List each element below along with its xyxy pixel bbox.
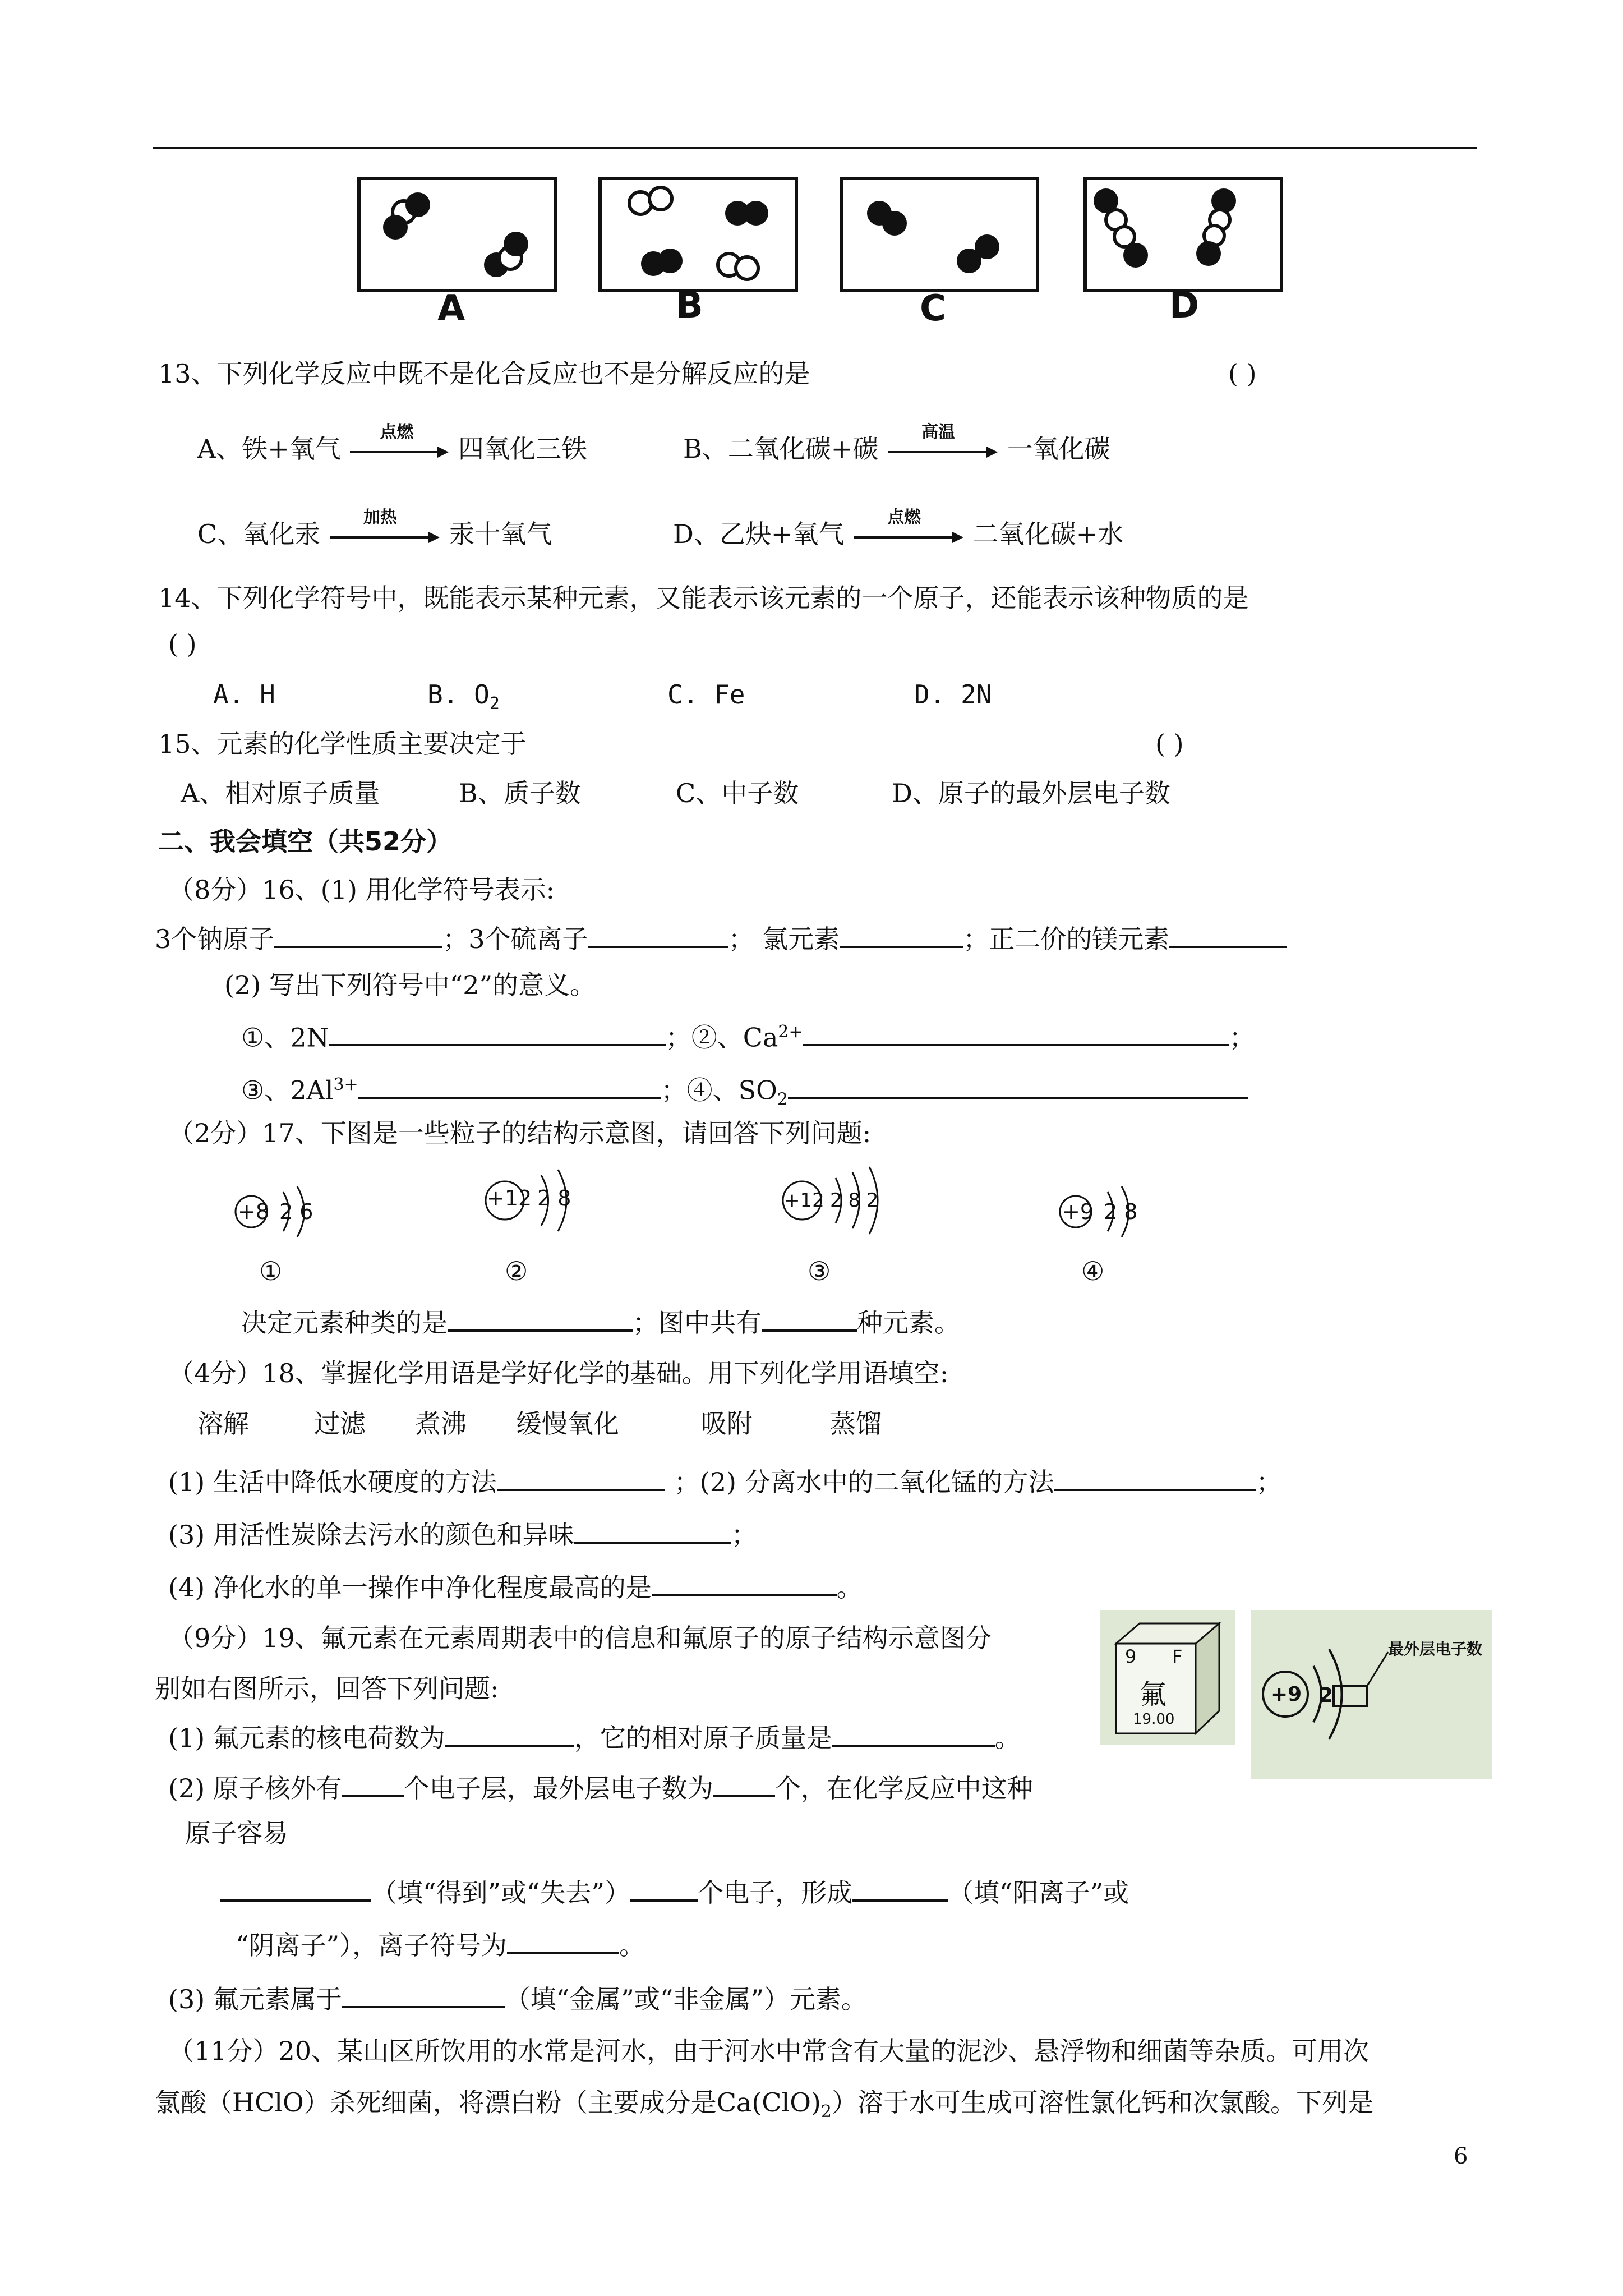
answer-blank[interactable]	[762, 1304, 857, 1332]
header-rule	[153, 147, 1477, 149]
answer-blank[interactable]	[630, 1874, 698, 1902]
q17-part3: 种元素。	[857, 1308, 960, 1338]
q20-line2-a: 氯酸（HClO）杀死细菌，将漂白粉（主要成分是Ca(ClO)	[155, 2087, 821, 2118]
particle-label-2: ②	[505, 1256, 528, 1286]
atom-white	[649, 187, 672, 210]
q19-sub2c: 个，在化学反应中这种	[774, 1773, 1033, 1803]
atom-black	[882, 211, 907, 236]
reaction-condition: 点燃	[887, 508, 921, 527]
q16-line4	[241, 1015, 1255, 1054]
electron-shells: 2 8 2	[830, 1189, 879, 1212]
tile-element-name: 氟	[1140, 1679, 1167, 1710]
q14-option-c: C. Fe	[667, 679, 745, 710]
q16-sulfide-ions: ；3个硫离子	[442, 924, 588, 954]
electron-shells: 2 6	[279, 1199, 313, 1224]
q18-line1	[168, 1463, 1282, 1499]
answer-blank[interactable]	[852, 1874, 948, 1902]
fluorine-first-shell: 2	[1319, 1684, 1334, 1707]
q19-line5: 原子容易	[185, 1818, 288, 1848]
section-2-heading: 二、我会填空（共52分）	[158, 826, 453, 857]
q18-word-1: 溶解	[197, 1409, 249, 1439]
figure-label-a: A	[437, 288, 465, 329]
nucleus-charge: +9	[1062, 1199, 1094, 1224]
q19-sub4-end: 。	[619, 1930, 645, 1961]
answer-blank[interactable]	[832, 1719, 995, 1747]
q14-option-a: A. H	[213, 679, 275, 710]
q13-b-products: 一氧化碳	[1007, 434, 1110, 464]
answer-blank[interactable]	[713, 1769, 775, 1797]
figure-label-d: D	[1169, 285, 1200, 326]
reaction-arrow	[852, 508, 965, 547]
q16-item-so: ；④、SO	[661, 1075, 777, 1106]
atom-black	[504, 232, 528, 256]
q18-sub2-end: ；	[1256, 1467, 1282, 1497]
q20-line2-b: ）溶于水可生成可溶性氯化钙和次氯酸。下列是	[831, 2087, 1373, 2118]
q20-subscript: 2	[820, 2102, 832, 2122]
q14-b-main: B. O	[427, 679, 490, 710]
q17-part2: ；图中共有	[633, 1308, 762, 1338]
q16-item-al: ③、2Al	[241, 1075, 334, 1106]
q13-option-a	[197, 422, 588, 466]
q19-line8	[168, 1980, 867, 2016]
q15-option-b: B、质子数	[459, 778, 581, 808]
q13-stem: 13、下列化学反应中既不是化合反应也不是分解反应的是	[158, 358, 810, 389]
figure-label-b: B	[676, 285, 703, 326]
q18-line3	[168, 1568, 863, 1604]
reaction-arrow	[887, 422, 999, 462]
answer-blank[interactable]	[448, 1304, 633, 1332]
q16-so-sub: 2	[777, 1089, 788, 1110]
q19-line7	[236, 1926, 645, 1962]
atom-black	[658, 249, 683, 273]
q16-sodium-atoms: 3个钠原子	[155, 924, 275, 954]
reaction-arrow	[329, 508, 441, 547]
answer-blank[interactable]	[1054, 1463, 1256, 1491]
outer-electron-callout: 最外层电子数	[1388, 1640, 1483, 1658]
particle-label-1: ①	[259, 1256, 283, 1286]
q19-sub1-end: 。	[994, 1723, 1021, 1753]
q14-bracket: ( )	[168, 629, 197, 659]
q18-word-2: 过滤	[314, 1409, 366, 1439]
q18-sub2: ；(2) 分离水中的二氧化锰的方法	[674, 1467, 1054, 1497]
q15-bracket: ( )	[1155, 729, 1184, 759]
q16-ca-charge: 2+	[778, 1022, 803, 1042]
q16-line3: (2) 写出下列符号中“2”的意义。	[224, 970, 596, 1000]
atom-black	[1123, 243, 1148, 268]
tile-atomic-mass: 19.00	[1133, 1711, 1175, 1728]
particle-diagram-2	[477, 1150, 611, 1245]
q18-sub4: (4) 净化水的单一操作中净化程度最高的是	[168, 1572, 652, 1603]
answer-blank[interactable]	[507, 1926, 619, 1954]
answer-blank[interactable]	[788, 1071, 1248, 1099]
q19-sub1b: ，它的相对原子质量是	[574, 1723, 832, 1753]
q15-option-d: D、原子的最外层电子数	[892, 778, 1170, 808]
atom-black	[744, 201, 768, 226]
q19-stem-1: （9分）19、氟元素在元素周期表中的信息和氟原子的原子结构示意图分	[168, 1623, 992, 1653]
particle-diagram-3	[774, 1150, 931, 1245]
q13-d-products: 二氧化碳+水	[972, 519, 1124, 549]
tile-atomic-number: 9	[1125, 1646, 1137, 1667]
answer-blank[interactable]	[588, 920, 728, 948]
q18-stem: （4分）18、掌握化学用语是学好化学的基础。用下列化学用语填空:	[168, 1358, 949, 1388]
q18-word-6: 蒸馏	[830, 1409, 882, 1439]
q19-sub5b: （填“金属”或“非金属”）元素。	[504, 1984, 867, 2014]
particle-label-4: ④	[1081, 1256, 1105, 1286]
nucleus-charge: +12	[487, 1186, 532, 1211]
q20-line1: （11分）20、某山区所饮用的水常是河水，由于河水中常含有大量的泥沙、悬浮物和细菌等杂质。可用次	[168, 2036, 1370, 2066]
q19-line3	[168, 1719, 1021, 1755]
answer-blank[interactable]	[342, 1769, 404, 1797]
q13-option-d	[673, 508, 1124, 551]
nucleus-charge: +8	[238, 1199, 270, 1224]
particle-label-3: ③	[808, 1256, 831, 1286]
q19-sub2: (2) 原子核外有	[168, 1773, 342, 1803]
q13-option-c	[197, 508, 552, 551]
periodic-tile-figure	[1100, 1610, 1235, 1745]
q18-sub3-end: ；	[731, 1520, 757, 1550]
q14-option-b	[427, 678, 500, 721]
q14-b-sub: 2	[489, 694, 500, 714]
atom-black	[975, 234, 999, 259]
electron-shells: 2 8	[537, 1186, 571, 1211]
answer-blank[interactable]	[329, 1018, 666, 1046]
q13-d-reactants: D、乙炔+氧气	[673, 519, 845, 549]
fluorine-structure-figure	[1251, 1610, 1492, 1779]
q14-stem: 14、下列化学符号中，既能表示某种元素，又能表示该元素的一个原子，还能表示该种物质的是	[158, 583, 1249, 613]
q18-word-5: 吸附	[701, 1409, 753, 1439]
q16-item-ca: ；②、Ca	[665, 1022, 778, 1053]
q16-magnesium-plus2: ；正二价的镁元素	[963, 924, 1170, 954]
nucleus-charge: +12	[784, 1189, 824, 1212]
q16-semicolon: ；	[1229, 1022, 1255, 1053]
q18-sub3: (3) 用活性炭除去污水的颜色和异味	[168, 1520, 574, 1550]
q19-sub3a: （填“得到”或“失去”）	[371, 1878, 631, 1908]
q17-part1: 决定元素种类的是	[241, 1308, 448, 1338]
q18-word-4: 缓慢氧化	[516, 1409, 619, 1439]
q19-sub1: (1) 氟元素的核电荷数为	[168, 1723, 445, 1753]
particle-diagram-4	[1054, 1161, 1166, 1245]
q17-stem: （2分）17、下图是一些粒子的结构示意图，请回答下列问题:	[168, 1118, 872, 1148]
q19-sub3b: 个电子，形成	[698, 1878, 853, 1908]
q13-option-b	[683, 422, 1110, 466]
fluorine-nucleus: +9	[1271, 1683, 1302, 1706]
electron-shells: 2 8	[1104, 1199, 1138, 1224]
answer-blank[interactable]	[358, 1071, 661, 1099]
q16-al-charge: 3+	[333, 1075, 358, 1094]
q19-line6	[220, 1874, 1129, 1910]
q16-item-2n: ①、2N	[241, 1022, 329, 1053]
q13-a-products: 四氧化三铁	[458, 434, 588, 464]
reaction-condition: 高温	[921, 422, 955, 442]
atom-black	[405, 192, 430, 217]
q18-line2	[168, 1516, 757, 1552]
q13-a-reactants: A、铁+氧气	[197, 434, 341, 464]
answer-blank[interactable]	[342, 1980, 505, 2008]
particle-diagram-1	[230, 1161, 342, 1245]
q18-sub1: (1) 生活中降低水硬度的方法	[168, 1467, 497, 1497]
q19-sub5: (3) 氟元素属于	[168, 1984, 342, 2014]
q13-c-products: 汞十氧气	[449, 519, 552, 549]
q15-option-a: A、相对原子质量	[181, 778, 380, 808]
answer-blank[interactable]	[445, 1719, 574, 1747]
answer-blank[interactable]	[274, 920, 442, 948]
page-number: 6	[1454, 2143, 1468, 2169]
q19-line4	[168, 1769, 1033, 1805]
answer-blank[interactable]	[220, 1874, 371, 1902]
q16-line5	[241, 1068, 1248, 1117]
reaction-condition: 加热	[363, 508, 397, 527]
q13-c-reactants: C、氧化汞	[197, 519, 321, 549]
atom-black	[383, 215, 408, 240]
q19-sub4: “阴离子”），离子符号为	[236, 1930, 508, 1961]
q16-line2	[155, 920, 1287, 956]
q14-option-d: D. 2N	[914, 679, 992, 710]
q18-sub4-end: 。	[836, 1572, 863, 1603]
atom-black	[1196, 241, 1221, 266]
molecule-figure	[348, 168, 1301, 337]
reaction-arrow	[349, 422, 450, 462]
q20-line2	[155, 2086, 1373, 2129]
figure-label-c: C	[920, 288, 946, 329]
answer-blank[interactable]	[1169, 920, 1287, 948]
q15-option-c: C、中子数	[676, 778, 799, 808]
answer-blank[interactable]	[652, 1568, 837, 1596]
q19-sub3c: （填“阳离子”或	[948, 1878, 1129, 1908]
answer-blank[interactable]	[803, 1018, 1229, 1046]
q19-sub2b: 个电子层，最外层电子数为	[403, 1773, 713, 1803]
q16-line1: （8分）16、(1) 用化学符号表示:	[168, 875, 555, 905]
q13-b-reactants: B、二氧化碳+碳	[683, 434, 879, 464]
answer-blank[interactable]	[574, 1516, 731, 1544]
answer-blank[interactable]	[840, 920, 963, 948]
q13-bracket: ( )	[1228, 358, 1257, 389]
q18-word-3: 煮沸	[415, 1409, 467, 1439]
q17-answer-line	[241, 1304, 960, 1340]
atom-white	[736, 257, 758, 279]
answer-blank[interactable]	[497, 1463, 665, 1491]
q15-stem: 15、元素的化学性质主要决定于	[158, 729, 527, 759]
reaction-condition: 点燃	[380, 422, 414, 442]
tile-symbol: F	[1172, 1646, 1183, 1667]
q16-chlorine-element: ； 氯元素	[728, 924, 840, 954]
q19-stem-2: 别如右图所示，回答下列问题:	[155, 1673, 499, 1704]
